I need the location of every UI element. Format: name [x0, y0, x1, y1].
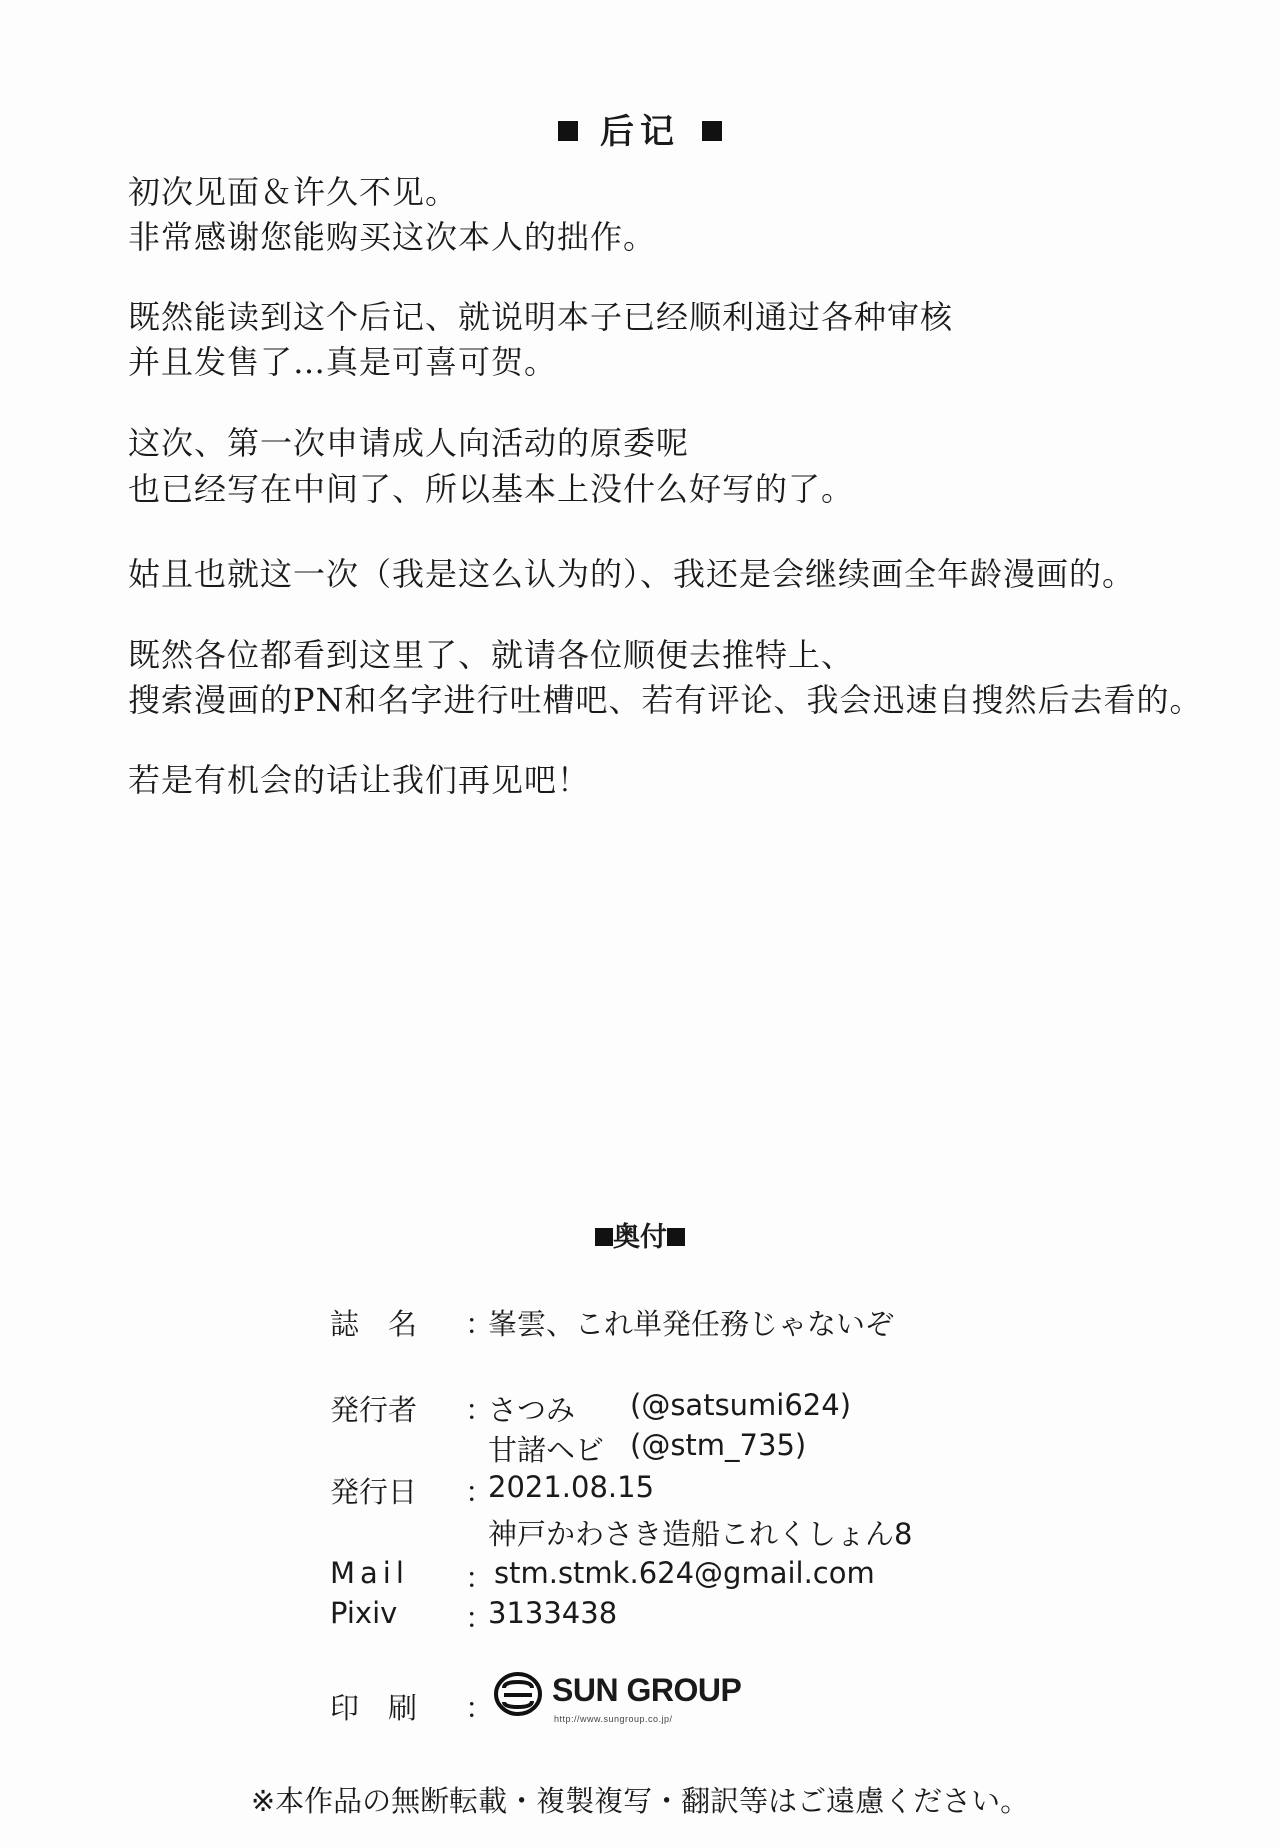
colon: ： — [465, 1691, 495, 1725]
colophon-title: 奥付 — [613, 1222, 667, 1253]
book-title: 峯雲、これ単発任務じゃないぞ — [488, 1307, 895, 1341]
publisher-name: 甘諸ヘビ — [488, 1433, 605, 1467]
afterword-line: 也已经写在中间了、所以基本上没什么好写的了。 — [128, 470, 855, 508]
colon: ： — [465, 1561, 495, 1595]
sun-group-mark-icon — [492, 1670, 548, 1722]
colophon-heading — [0, 1215, 1280, 1254]
mail-address: stm.stmk.624@gmail.com — [494, 1556, 875, 1590]
sun-group-logo — [492, 1668, 762, 1740]
event-name: 神戸かわさき造船これくしょん8 — [488, 1517, 913, 1551]
printer-logo-text: SUN GROUP — [552, 1672, 742, 1708]
colon: ： — [465, 1393, 495, 1427]
afterword-line: 既然能读到这个后记、就说明本子已经顺利通过各种审核 — [128, 298, 954, 336]
afterword-line: 姑且也就这一次（我是这么认为的）、我还是会继续画全年龄漫画的。 — [128, 555, 1136, 593]
afterword-line: 并且发售了…真是可喜可贺。 — [128, 343, 558, 381]
afterword-line: 既然各位都看到这里了、就请各位顺便去推特上、 — [128, 636, 855, 674]
colon: ： — [465, 1601, 495, 1635]
pixiv-label: Pixiv — [330, 1596, 398, 1630]
black-square-icon — [595, 1228, 613, 1246]
title-label: 誌 名 — [330, 1307, 418, 1341]
publish-date: 2021.08.15 — [488, 1470, 655, 1504]
afterword-line: 搜索漫画的PN和名字进行吐槽吧、若有评论、我会迅速自搜然后去看的。 — [128, 681, 1203, 719]
colon: ： — [465, 1475, 495, 1509]
publisher-label: 発行者 — [330, 1393, 418, 1427]
black-square-icon — [558, 121, 578, 141]
publisher-handle: (@satsumi624) — [630, 1388, 852, 1422]
publisher-name: さつみ — [488, 1393, 576, 1427]
date-label: 発行日 — [330, 1475, 418, 1509]
colon: ： — [465, 1307, 495, 1341]
printer-label: 印 刷 — [330, 1691, 418, 1725]
pixiv-id: 3133438 — [488, 1596, 618, 1630]
black-square-icon — [702, 121, 722, 141]
afterword-line: 初次见面＆许久不见。 — [128, 173, 459, 211]
afterword-line: 这次、第一次申请成人向活动的原委呢 — [128, 424, 690, 462]
copyright-notice: ※本作品の無断転載・複製複写・翻訳等はご遠慮ください。 — [250, 1784, 1030, 1818]
afterword-line: 非常感谢您能购买这次本人的拙作。 — [128, 218, 657, 256]
printer-url: http://www.sungroup.co.jp/ — [554, 1714, 673, 1724]
black-square-icon — [667, 1228, 685, 1246]
afterword-heading — [0, 104, 1280, 153]
afterword-line: 若是有机会的话让我们再见吧！ — [128, 761, 591, 799]
mail-label: Mail — [330, 1556, 409, 1590]
publisher-handle: (@stm_735) — [630, 1428, 807, 1462]
afterword-title: 后记 — [600, 112, 680, 152]
